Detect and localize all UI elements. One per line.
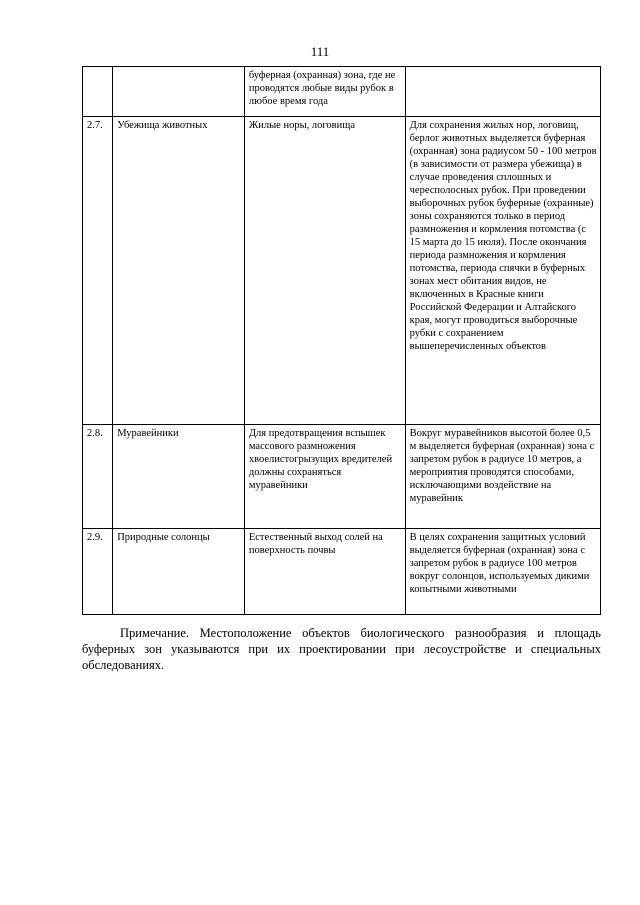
object-name-cell: Убежища животных [113, 117, 245, 425]
object-name-cell: Природные солонцы [113, 529, 245, 615]
protection-rule-cell: Вокруг муравейников высотой более 0,5 м выделяется буферная (охранная) зона с запретом рубок в радиусе 10 метров, а мероприятия проводятся способами, исключающими воздействие на муравейник [405, 425, 600, 529]
table-row [83, 67, 601, 117]
protection-rule-cell: Для сохранения жилых нор, логовищ, берлог животных выделяется буферная (охранная) зона радиусом 50 - 100 метров (в зависимости от размера убежища) в случае проведения сплошных и чересполосных рубок. При проведении выборочных рубок буферные (охранные) зоны сохраняются только в период размножения и кормления потомства (с 15 марта до 15 июля). После окончания периода размножения и кормления потомства, периода спячки в буферных зонах мест обитания видов, не включенных в Красные книги Российской Федерации и Алтайского края, могут проводиться выборочные рубки с сохранением вышеперечисленных объектов [405, 117, 600, 425]
table-row [83, 529, 601, 615]
object-description-cell: буферная (охранная) зона, где не проводятся любые виды рубок в любое время года [244, 67, 405, 117]
row-number-cell: 2.7. [83, 117, 113, 425]
page-number: 111 [310, 44, 330, 59]
object-description-cell: Для предотвращения вспышек массового размножения хвоелистогрызущих вредителей должны сохраняться муравейники [244, 425, 405, 529]
row-number-cell [83, 67, 113, 117]
biodiversity-objects-table [82, 66, 601, 615]
object-description-cell: Жилые норы, логовища [244, 117, 405, 425]
row-number-cell: 2.9. [83, 529, 113, 615]
table-row [83, 425, 601, 529]
protection-rule-cell [405, 67, 600, 117]
protection-rule-cell: В целях сохранения защитных условий выделяется буферная (охранная) зона с запретом рубок в радиусе 100 метров вокруг солонцов, используемых дикими копытными животными [405, 529, 600, 615]
object-name-cell: Муравейники [113, 425, 245, 529]
object-name-cell [113, 67, 245, 117]
table-row [83, 117, 601, 425]
row-number-cell: 2.8. [83, 425, 113, 529]
object-description-cell: Естественный выход солей на поверхность почвы [244, 529, 405, 615]
table-note: Примечание. Местоположение объектов биологического разнообразия и площадь буферных зон указываются при их проектировании при лесоустройстве и специальных обследованиях. [82, 626, 601, 672]
